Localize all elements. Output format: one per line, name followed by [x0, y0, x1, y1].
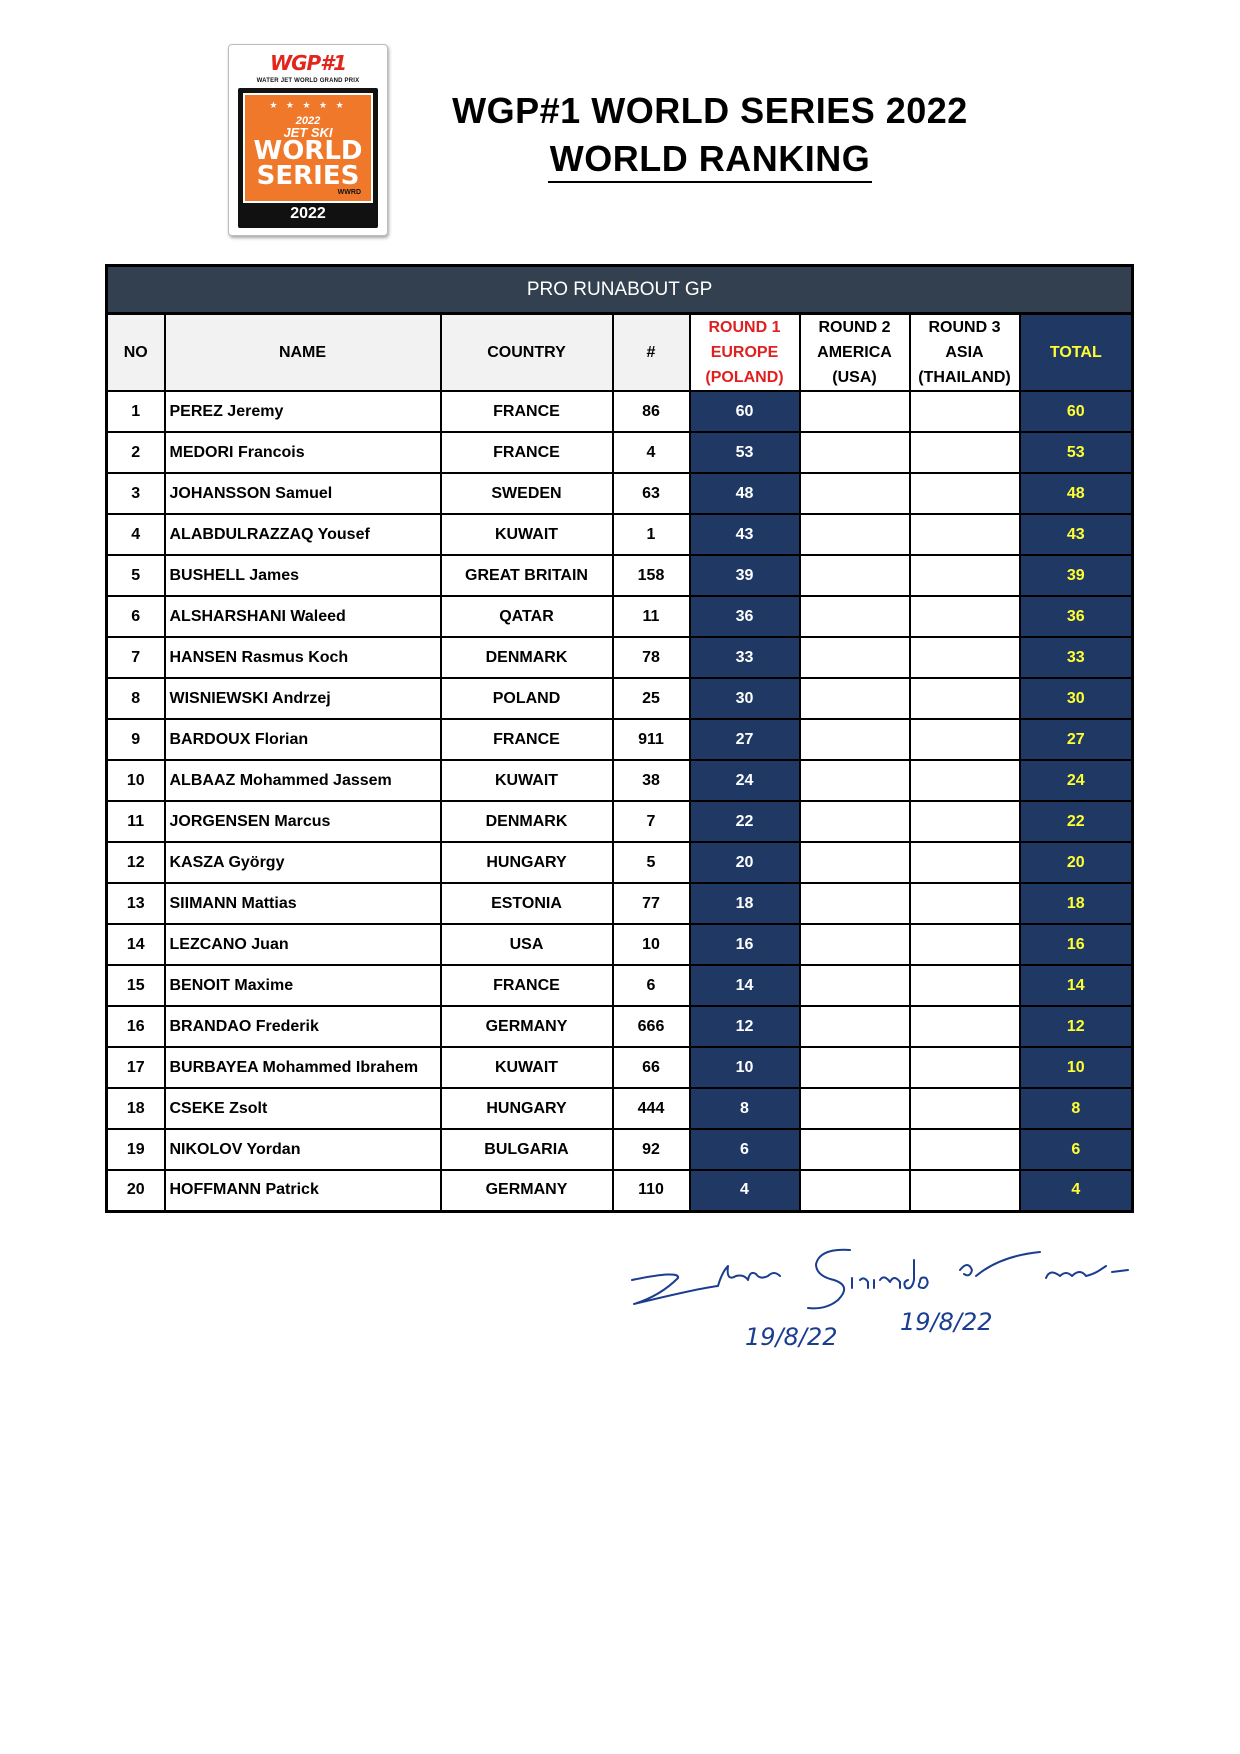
cell-round1: 53 [690, 432, 800, 473]
cell-total: 27 [1020, 719, 1133, 760]
signature-3 [960, 1252, 1040, 1276]
ranking-table [105, 264, 1134, 1213]
cell-round3 [910, 719, 1020, 760]
table-row [107, 391, 1133, 432]
cell-no: 12 [107, 842, 165, 883]
logo-wwrd: WWRD [337, 189, 361, 196]
cell-total: 4 [1020, 1170, 1133, 1211]
cell-round2 [800, 473, 910, 514]
cell-round2 [800, 1006, 910, 1047]
cell-no: 17 [107, 1047, 165, 1088]
cell-round1: 48 [690, 473, 800, 514]
cell-country: GERMANY [441, 1170, 613, 1211]
table-row [107, 1047, 1133, 1088]
cell-country: FRANCE [441, 432, 613, 473]
cell-country: GREAT BRITAIN [441, 555, 613, 596]
cell-country: HUNGARY [441, 1088, 613, 1129]
cell-round1: 27 [690, 719, 800, 760]
table-row [107, 719, 1133, 760]
cell-name: ALABDULRAZZAQ Yousef [165, 514, 441, 555]
cell-total: 20 [1020, 842, 1133, 883]
cell-total: 8 [1020, 1088, 1133, 1129]
cell-name: ALBAAZ Mohammed Jassem [165, 760, 441, 801]
table-row [107, 1170, 1133, 1211]
cell-total: 43 [1020, 514, 1133, 555]
cell-name: CSEKE Zsolt [165, 1088, 441, 1129]
cell-round3 [910, 1170, 1020, 1211]
cell-country: KUWAIT [441, 760, 613, 801]
table-row [107, 842, 1133, 883]
cell-round1: 24 [690, 760, 800, 801]
cell-number: 10 [613, 924, 690, 965]
cell-round3 [910, 965, 1020, 1006]
cell-country: ESTONIA [441, 883, 613, 924]
cell-round1: 39 [690, 555, 800, 596]
column-header-country: COUNTRY [441, 314, 613, 392]
logo-orange-panel [243, 93, 373, 203]
cell-country: DENMARK [441, 637, 613, 678]
cell-country: FRANCE [441, 965, 613, 1006]
logo-year: 2022 [290, 205, 326, 222]
table-row [107, 883, 1133, 924]
cell-round3 [910, 473, 1020, 514]
cell-total: 48 [1020, 473, 1133, 514]
cell-number: 25 [613, 678, 690, 719]
cell-round3 [910, 555, 1020, 596]
cell-no: 9 [107, 719, 165, 760]
cell-name: WISNIEWSKI Andrzej [165, 678, 441, 719]
cell-round1: 36 [690, 596, 800, 637]
logo-brand [229, 51, 387, 81]
cell-no: 18 [107, 1088, 165, 1129]
cell-total: 22 [1020, 801, 1133, 842]
column-header-no: NO [107, 314, 165, 392]
cell-no: 6 [107, 596, 165, 637]
cell-name: JOHANSSON Samuel [165, 473, 441, 514]
cell-round3 [910, 801, 1020, 842]
round3-region: ASIA [945, 344, 984, 361]
cell-number: 77 [613, 883, 690, 924]
cell-total: 30 [1020, 678, 1133, 719]
cell-name: SIIMANN Mattias [165, 883, 441, 924]
cell-no: 7 [107, 637, 165, 678]
cell-round1: 18 [690, 883, 800, 924]
round3-label: ROUND 3 [928, 319, 1001, 336]
cell-round3 [910, 1088, 1020, 1129]
cell-round3 [910, 1047, 1020, 1088]
cell-round3 [910, 924, 1020, 965]
cell-round1: 14 [690, 965, 800, 1006]
cell-round2 [800, 555, 910, 596]
cell-round1: 22 [690, 801, 800, 842]
cell-no: 14 [107, 924, 165, 965]
cell-round2 [800, 1088, 910, 1129]
cell-country: BULGARIA [441, 1129, 613, 1170]
category-header-row [107, 266, 1133, 314]
cell-no: 10 [107, 760, 165, 801]
cell-number: 666 [613, 1006, 690, 1047]
cell-round1: 12 [690, 1006, 800, 1047]
column-header-row [107, 314, 1133, 392]
cell-round2 [800, 1170, 910, 1211]
cell-country: QATAR [441, 596, 613, 637]
table-row [107, 801, 1133, 842]
cell-round3 [910, 678, 1020, 719]
cell-total: 18 [1020, 883, 1133, 924]
cell-country: KUWAIT [441, 1047, 613, 1088]
wgp-world-series-logo [228, 44, 388, 236]
cell-round2 [800, 924, 910, 965]
cell-round3 [910, 432, 1020, 473]
round1-region: EUROPE [710, 344, 779, 361]
cell-no: 8 [107, 678, 165, 719]
cell-country: DENMARK [441, 801, 613, 842]
column-header-round2 [800, 314, 910, 392]
cell-country: USA [441, 924, 613, 965]
signature-date-2: 19/8/22 [900, 1308, 993, 1336]
cell-name: ALSHARSHANI Waleed [165, 596, 441, 637]
cell-name: LEZCANO Juan [165, 924, 441, 965]
cell-total: 16 [1020, 924, 1133, 965]
signatures-area [620, 1230, 1140, 1370]
cell-no: 2 [107, 432, 165, 473]
cell-number: 911 [613, 719, 690, 760]
cell-number: 444 [613, 1088, 690, 1129]
page-subtitle-text: WORLD RANKING [548, 138, 872, 183]
cell-round1: 43 [690, 514, 800, 555]
cell-no: 5 [107, 555, 165, 596]
round1-country: (POLAND) [705, 369, 784, 386]
cell-country: SWEDEN [441, 473, 613, 514]
round2-region: AMERICA [817, 344, 892, 361]
cell-round1: 33 [690, 637, 800, 678]
cell-total: 60 [1020, 391, 1133, 432]
cell-round2 [800, 801, 910, 842]
cell-name: HOFFMANN Patrick [165, 1170, 441, 1211]
column-header-name: NAME [165, 314, 441, 392]
cell-country: KUWAIT [441, 514, 613, 555]
cell-round3 [910, 842, 1020, 883]
cell-country: GERMANY [441, 1006, 613, 1047]
cell-round1: 10 [690, 1047, 800, 1088]
round3-country: (THAILAND) [918, 369, 1011, 386]
cell-total: 12 [1020, 1006, 1133, 1047]
cell-no: 13 [107, 883, 165, 924]
cell-round2 [800, 391, 910, 432]
table-row [107, 596, 1133, 637]
cell-number: 92 [613, 1129, 690, 1170]
page-title: WGP#1 WORLD SERIES 2022 [452, 90, 968, 131]
cell-number: 66 [613, 1047, 690, 1088]
cell-round2 [800, 678, 910, 719]
table-row [107, 965, 1133, 1006]
cell-total: 14 [1020, 965, 1133, 1006]
cell-round3 [910, 760, 1020, 801]
signature-date-1: 19/8/22 [745, 1323, 838, 1351]
logo-brand-text: WGP#1 [270, 51, 346, 75]
cell-total: 10 [1020, 1047, 1133, 1088]
cell-number: 86 [613, 391, 690, 432]
cell-country: HUNGARY [441, 842, 613, 883]
cell-name: BRANDAO Frederik [165, 1006, 441, 1047]
cell-total: 39 [1020, 555, 1133, 596]
cell-number: 11 [613, 596, 690, 637]
cell-round2 [800, 1047, 910, 1088]
table-row [107, 1088, 1133, 1129]
category-title: PRO RUNABOUT GP [107, 266, 1133, 314]
logo-jet-ski: JET SKI [283, 125, 333, 140]
cell-name: BUSHELL James [165, 555, 441, 596]
cell-name: BARDOUX Florian [165, 719, 441, 760]
cell-total: 53 [1020, 432, 1133, 473]
cell-number: 38 [613, 760, 690, 801]
table-row [107, 555, 1133, 596]
cell-round2 [800, 883, 910, 924]
cell-round3 [910, 514, 1020, 555]
table-row [107, 473, 1133, 514]
table-row [107, 637, 1133, 678]
logo-stars-icon: ★ ★ ★ ★ ★ [269, 100, 347, 110]
cell-round1: 16 [690, 924, 800, 965]
cell-name: HANSEN Rasmus Koch [165, 637, 441, 678]
table-row [107, 924, 1133, 965]
cell-round3 [910, 391, 1020, 432]
cell-no: 1 [107, 391, 165, 432]
cell-round3 [910, 637, 1020, 678]
cell-number: 6 [613, 965, 690, 1006]
round2-country: (USA) [832, 369, 877, 386]
cell-name: KASZA György [165, 842, 441, 883]
cell-round1: 8 [690, 1088, 800, 1129]
cell-round1: 60 [690, 391, 800, 432]
cell-round3 [910, 883, 1020, 924]
cell-name: BENOIT Maxime [165, 965, 441, 1006]
table-row [107, 1006, 1133, 1047]
round2-label: ROUND 2 [818, 319, 891, 336]
cell-round3 [910, 596, 1020, 637]
logo-year-small: 2022 [295, 115, 321, 127]
cell-no: 4 [107, 514, 165, 555]
cell-round2 [800, 842, 910, 883]
cell-name: NIKOLOV Yordan [165, 1129, 441, 1170]
signature-4 [1046, 1266, 1128, 1278]
cell-no: 19 [107, 1129, 165, 1170]
signature-1 [632, 1266, 780, 1304]
cell-round1: 30 [690, 678, 800, 719]
cell-number: 1 [613, 514, 690, 555]
cell-total: 24 [1020, 760, 1133, 801]
ranking-table-body [107, 391, 1133, 1211]
cell-round2 [800, 514, 910, 555]
handwritten-signatures [620, 1230, 1140, 1370]
cell-number: 4 [613, 432, 690, 473]
cell-round2 [800, 1129, 910, 1170]
cell-no: 11 [107, 801, 165, 842]
column-header-round3 [910, 314, 1020, 392]
cell-no: 3 [107, 473, 165, 514]
cell-round1: 6 [690, 1129, 800, 1170]
cell-round2 [800, 596, 910, 637]
cell-country: FRANCE [441, 719, 613, 760]
cell-number: 110 [613, 1170, 690, 1211]
cell-no: 16 [107, 1006, 165, 1047]
cell-round2 [800, 965, 910, 1006]
logo-series: SERIES [256, 161, 360, 191]
cell-number: 158 [613, 555, 690, 596]
cell-name: PEREZ Jeremy [165, 391, 441, 432]
cell-number: 63 [613, 473, 690, 514]
round1-label: ROUND 1 [708, 319, 781, 336]
cell-round1: 20 [690, 842, 800, 883]
cell-name: JORGENSEN Marcus [165, 801, 441, 842]
column-header-total: TOTAL [1020, 314, 1133, 392]
cell-total: 36 [1020, 596, 1133, 637]
cell-number: 7 [613, 801, 690, 842]
table-row [107, 1129, 1133, 1170]
cell-name: BURBAYEA Mohammed Ibrahem [165, 1047, 441, 1088]
cell-no: 15 [107, 965, 165, 1006]
cell-total: 33 [1020, 637, 1133, 678]
cell-number: 78 [613, 637, 690, 678]
table-row [107, 514, 1133, 555]
cell-round2 [800, 719, 910, 760]
cell-round2 [800, 432, 910, 473]
table-row [107, 760, 1133, 801]
cell-round2 [800, 760, 910, 801]
logo-badge [238, 88, 378, 228]
column-header-round1 [690, 314, 800, 392]
logo-world: WORLD [253, 136, 363, 166]
cell-country: FRANCE [441, 391, 613, 432]
cell-country: POLAND [441, 678, 613, 719]
table-row [107, 432, 1133, 473]
signature-2 [808, 1250, 928, 1309]
cell-name: MEDORI Francois [165, 432, 441, 473]
logo-tagline: WATER JET WORLD GRAND PRIX [256, 78, 360, 84]
cell-round2 [800, 637, 910, 678]
table-row [107, 678, 1133, 719]
column-header-number: # [613, 314, 690, 392]
cell-number: 5 [613, 842, 690, 883]
cell-round3 [910, 1006, 1020, 1047]
page-subtitle [420, 138, 1000, 180]
cell-total: 6 [1020, 1129, 1133, 1170]
cell-no: 20 [107, 1170, 165, 1211]
cell-round1: 4 [690, 1170, 800, 1211]
cell-round3 [910, 1129, 1020, 1170]
